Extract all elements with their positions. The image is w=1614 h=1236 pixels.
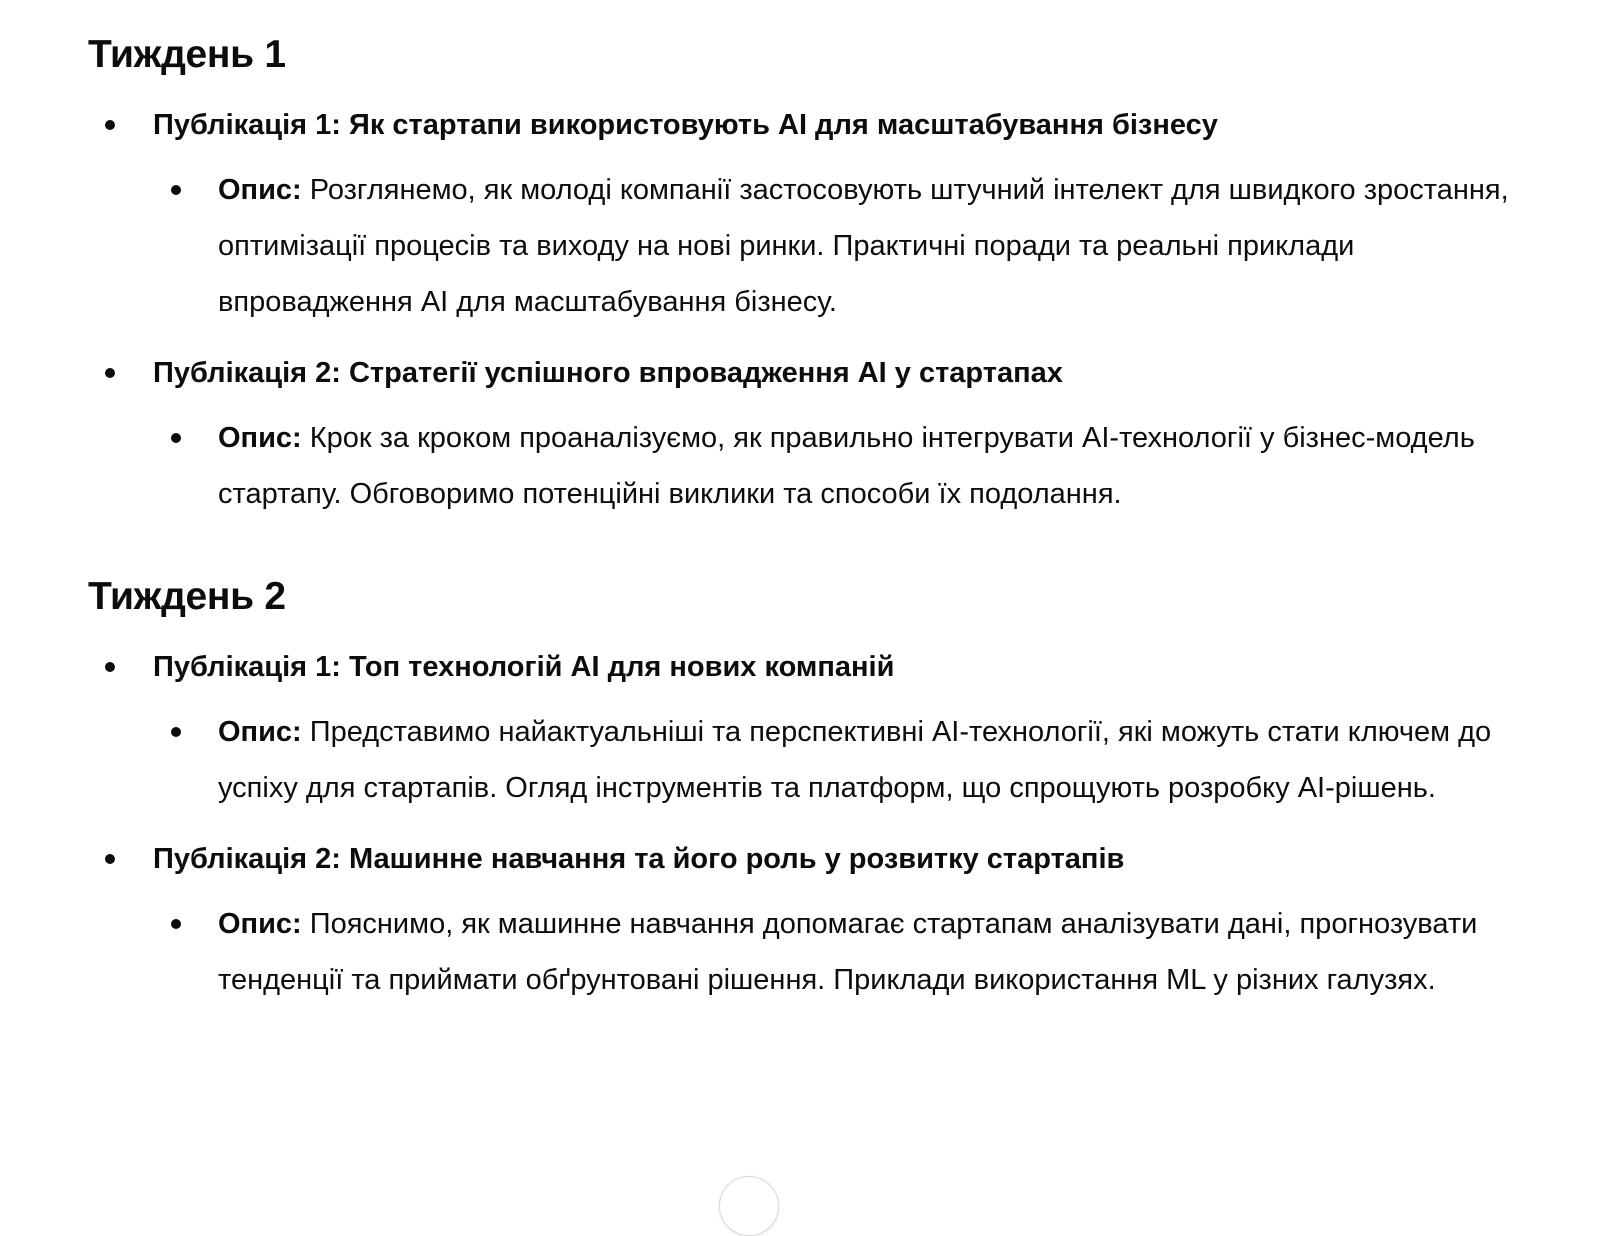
bullet-icon bbox=[171, 433, 181, 443]
description-item bbox=[153, 704, 1568, 816]
publication-title bbox=[153, 105, 1568, 145]
description-item bbox=[153, 896, 1568, 1008]
description-text: Представимо найактуальніші та перспективні AI-технології, які можуть стати ключем до успіху для стартапів. Огляд інструментів та платформ, що спрощують розробку AI-рішень. bbox=[218, 716, 1492, 804]
publication-item bbox=[88, 353, 1568, 522]
bullet-icon bbox=[171, 919, 181, 929]
description-text: Розглянемо, як молоді компанії застосовують штучний інтелект для швидкого зростання, оптимізації процесів та виходу на нові ринки. Практичні поради та реальні приклади впровадження AI для масштабування бізнесу. bbox=[218, 174, 1509, 318]
publication-title bbox=[153, 839, 1568, 879]
description-label: Опис: bbox=[218, 908, 302, 940]
description-label: Опис: bbox=[218, 716, 302, 748]
scroll-to-bottom-button[interactable] bbox=[719, 1176, 779, 1236]
description-label: Опис: bbox=[218, 174, 302, 206]
publication-title bbox=[153, 647, 1568, 687]
description-list bbox=[153, 410, 1568, 522]
publication-title-text: Публікація 2: Стратегії успішного впровадження AI у стартапах bbox=[153, 357, 1063, 389]
bullet-icon bbox=[105, 854, 115, 864]
week-2-heading: Тиждень 2 bbox=[88, 575, 286, 618]
publication-item bbox=[88, 839, 1568, 1008]
message-content bbox=[88, 0, 1568, 1008]
description-item bbox=[153, 410, 1568, 522]
description-list bbox=[153, 896, 1568, 1008]
bullet-icon bbox=[171, 727, 181, 737]
week-1-publication-list bbox=[88, 105, 1568, 522]
publication-item bbox=[88, 647, 1568, 816]
week-1-heading: Тиждень 1 bbox=[88, 33, 286, 76]
publication-title-text: Публікація 1: Як стартапи використовують AI для масштабування бізнесу bbox=[153, 109, 1218, 141]
description-list bbox=[153, 162, 1568, 330]
description-text: Крок за кроком проаналізуємо, як правильно інтегрувати AI-технології у бізнес-модель стартапу. Обговоримо потенційні виклики та способи їх подолання. bbox=[218, 422, 1475, 510]
description-label: Опис: bbox=[218, 422, 302, 454]
publication-item bbox=[88, 105, 1568, 330]
week-2-publication-list bbox=[88, 647, 1568, 1008]
bullet-icon bbox=[105, 368, 115, 378]
bullet-icon bbox=[105, 120, 115, 130]
publication-title-text: Публікація 2: Машинне навчання та його роль у розвитку стартапів bbox=[153, 843, 1125, 875]
description-list bbox=[153, 704, 1568, 816]
description-text: Пояснимо, як машинне навчання допомагає стартапам аналізувати дані, прогнозувати тенденції та приймати обґрунтовані рішення. Приклади використання ML у різних галузях. bbox=[218, 908, 1478, 996]
bullet-icon bbox=[171, 185, 181, 195]
description-item bbox=[153, 162, 1568, 330]
publication-title-text: Публікація 1: Топ технологій AI для нових компаній bbox=[153, 651, 895, 683]
publication-title bbox=[153, 353, 1568, 393]
bullet-icon bbox=[105, 662, 115, 672]
